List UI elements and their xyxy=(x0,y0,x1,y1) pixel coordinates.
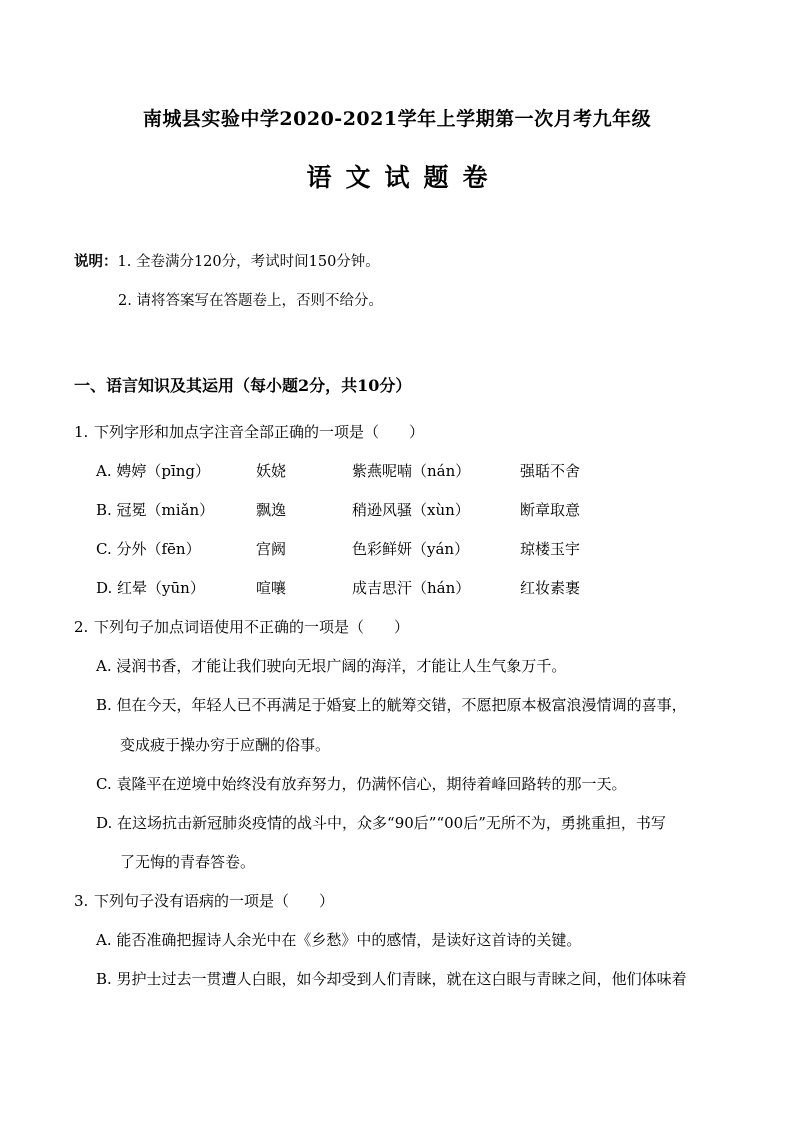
option-cell: 紫燕呢喃（nán） xyxy=(352,462,471,480)
question-text: 下列句子加点词语使用不正确的一项是（ ） xyxy=(94,618,410,636)
q2-option-b-line-2: 变成疲于操办穷于应酬的俗事。 xyxy=(120,736,331,754)
q2-option-c: C. 袁隆平在逆境中始终没有放弃努力，仍满怀信心，期待着峰回路转的那一天。 xyxy=(96,775,627,793)
question-text: 下列字形和加点字注音全部正确的一项是（ ） xyxy=(94,423,425,441)
question-number: 1. xyxy=(74,423,89,441)
instruction-item-1: 1. 全卷满分120分，考试时间150分钟。 xyxy=(117,254,380,270)
option-cell: 稍逊风骚（xùn） xyxy=(352,501,470,519)
option-cell: 琼楼玉宇 xyxy=(520,540,581,558)
question-text: 下列句子没有语病的一项是（ ） xyxy=(94,892,335,910)
q3-option-b-line-1: B. 男护士过去一贯遭人白眼，如今却受到人们青睐，就在这白眼与青睐之间，他们体味着 xyxy=(96,970,687,988)
instruction-item-2: 2. 请将答案写在答题卷上，否则不给分。 xyxy=(118,293,383,309)
option-cell: 断章取意 xyxy=(520,501,581,519)
option-cell: 成吉思汗（hán） xyxy=(352,579,471,597)
option-cell: C. 分外（fēn） xyxy=(96,540,201,558)
option-cell: 宫阙 xyxy=(256,540,287,558)
question-number: 2. xyxy=(74,618,89,636)
option-cell: 红妆素裹 xyxy=(520,579,581,597)
option-cell: D. 红晕（yūn） xyxy=(96,579,205,597)
q2-option-d-line-2: 了无悔的青春答卷。 xyxy=(120,853,256,871)
q2-option-d-line-1: D. 在这场抗击新冠肺炎疫情的战斗中，众多“90后”“00后”无所不为，勇挑重担，书写 xyxy=(96,814,666,832)
exam-title: 南城县实验中学2020-2021学年上学期第一次月考九年级 xyxy=(142,108,652,130)
q2-option-a: A. 浸润书香，才能让我们驶向无垠广阔的海洋，才能让人生气象万千。 xyxy=(96,657,567,675)
question-1-stem xyxy=(74,421,424,442)
option-cell: A. 娉婷（pīng） xyxy=(96,462,211,480)
section-heading: 一、语言知识及其运用（每小题2分，共10分） xyxy=(74,376,412,395)
q2-option-b-line-1: B. 但在今天，年轻人已不再满足于婚宴上的觥筹交错，不愿把原本极富浪漫情调的喜事， xyxy=(96,696,687,714)
q3-option-a: A. 能否准确把握诗人余光中在《乡愁》中的感情，是读好这首诗的关键。 xyxy=(96,931,582,949)
question-number: 3. xyxy=(74,892,89,910)
option-cell: 妖娆 xyxy=(256,462,287,480)
option-cell: 色彩鲜妍（yán） xyxy=(352,540,470,558)
option-cell: B. 冠冕（miǎn） xyxy=(96,501,215,519)
instructions-line-1 xyxy=(74,250,380,271)
question-2-stem xyxy=(74,616,409,637)
option-cell: 喧嚷 xyxy=(256,579,287,597)
option-cell: 飘逸 xyxy=(256,501,287,519)
question-3-stem xyxy=(74,890,334,911)
instructions-label: 说明： xyxy=(74,253,118,270)
exam-subtitle: 语文试题卷 xyxy=(306,163,502,192)
option-cell: 强聒不舍 xyxy=(520,462,581,480)
